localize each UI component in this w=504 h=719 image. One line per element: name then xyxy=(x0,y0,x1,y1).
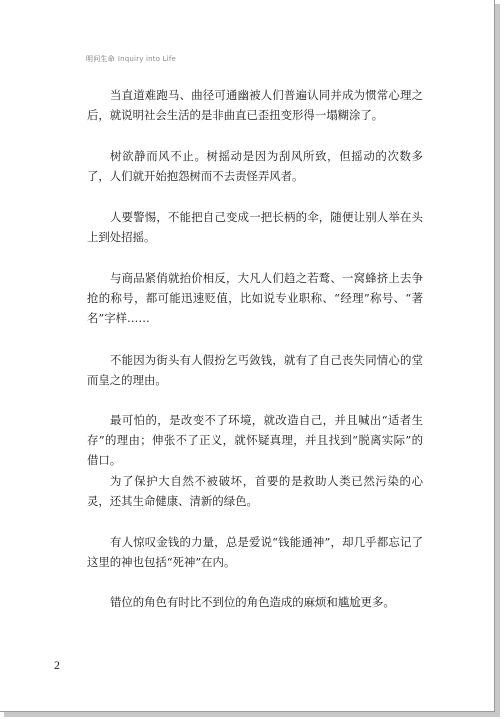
paragraph: 最可怕的，是改变不了环境，就改造自己，并且喊出“适者生存”的理由；伸张不了正义，就怀疑真理，并且找到“脱离实际”的借口。 xyxy=(87,413,423,467)
paragraph: 人要警惕，不能把自己变成一把长柄的伞，随便让别人举在头上到处招摇。 xyxy=(87,210,423,244)
paragraph: 错位的角色有时比不到位的角色造成的麻烦和尴尬更多。 xyxy=(110,595,395,609)
paragraph: 有人惊叹金钱的力量，总是爱说“钱能通神”，却几乎都忘记了这里的神也包括“死神”在内。 xyxy=(87,535,423,569)
paragraph: 与商品紧俏就抬价相反，大凡人们趋之若鹜、一窝蜂挤上去争抢的称号，都可能迅速贬值，比如说专业职称、“经理”称号、“著名”字样…… xyxy=(87,271,423,325)
paragraph: 为了保护大自然不被破坏，首要的是救助人类已然污染的心灵，还其生命健康、清新的绿色。 xyxy=(87,474,423,508)
paragraph: 树欲静而风不止。树摇动是因为刮风所致，但摇动的次数多了，人们就开始抱怨树而不去责怪弄风者。 xyxy=(87,149,423,183)
page-shadow-right xyxy=(495,4,500,717)
header-title-cn: 明问生命 xyxy=(86,55,115,63)
paragraph: 不能因为街头有人假扮乞丐敛钱，就有了自己丧失同情心的堂而皇之的理由。 xyxy=(87,353,423,387)
page-number: 2 xyxy=(54,658,60,672)
page-shadow-bottom xyxy=(4,712,500,717)
header-title-en: Inquiry into Life xyxy=(117,55,177,63)
paragraph: 当直道难跑马、曲径可通幽被人们普遍认同并成为惯常心理之后，就说明社会生活的是非曲直已歪扭变形得一塌糊涂了。 xyxy=(87,88,423,122)
running-header xyxy=(86,54,176,64)
